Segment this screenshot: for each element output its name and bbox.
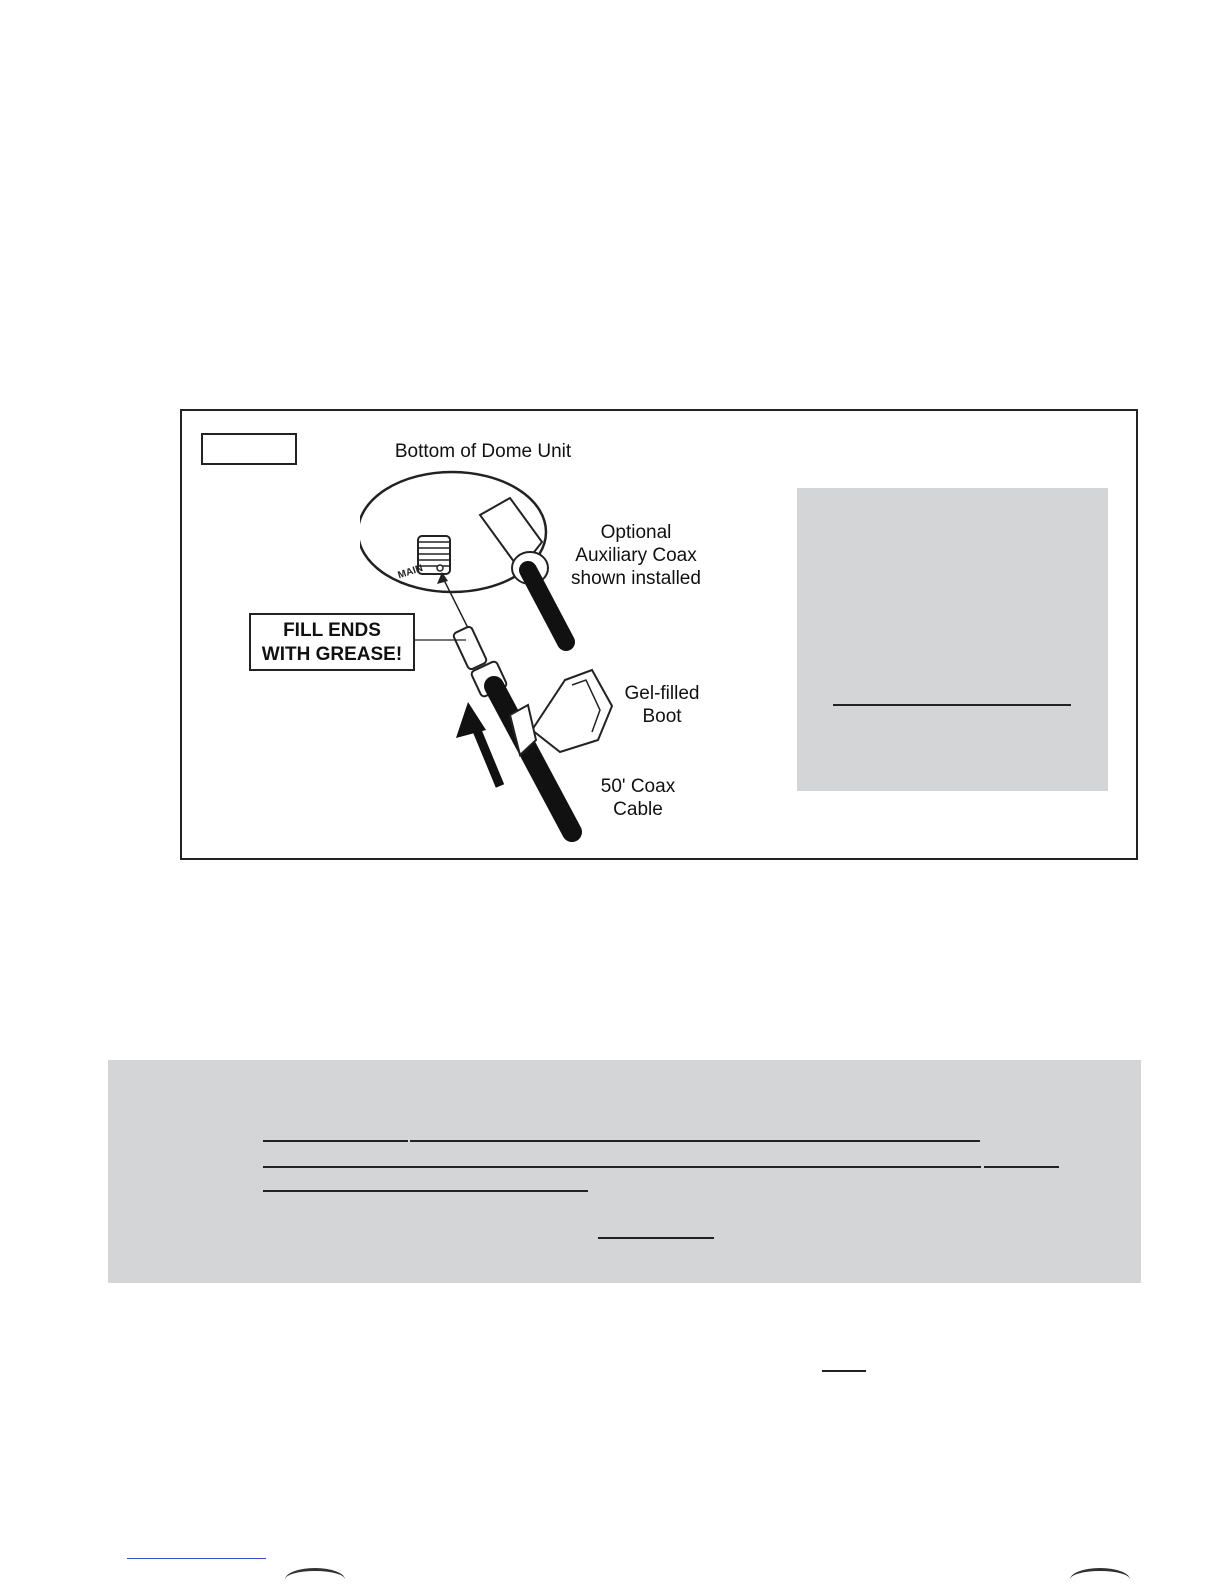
- push-direction-arrow: [456, 702, 500, 786]
- figure-note-box: [797, 488, 1108, 791]
- grease-callout-line2: WITH GREASE!: [261, 644, 403, 665]
- footer-curve-left: [285, 1568, 345, 1591]
- underline-1b: [410, 1140, 980, 1142]
- label-gel-boot-line2: Boot: [642, 706, 682, 727]
- label-aux-coax-line1: Optional: [600, 522, 672, 543]
- footer-curve-right: [1070, 1568, 1130, 1591]
- underline-2b: [984, 1166, 1059, 1168]
- label-aux-coax-line2: Auxiliary Coax: [575, 545, 697, 566]
- figure-number-box: [201, 433, 297, 465]
- underline-3: [263, 1190, 588, 1192]
- underline-1a: [263, 1140, 408, 1142]
- warning-panel: [108, 1060, 1141, 1283]
- label-gel-boot: [612, 682, 712, 728]
- grease-callout-line1: FILL ENDS: [283, 620, 381, 641]
- underline-4: [598, 1237, 714, 1239]
- label-dome-bottom: Bottom of Dome Unit: [394, 441, 572, 462]
- label-aux-coax-line3: shown installed: [571, 568, 701, 589]
- label-gel-boot-line1: Gel-filled: [624, 683, 700, 704]
- footer-link-underline[interactable]: [127, 1558, 266, 1559]
- underline-bottom: [822, 1370, 866, 1372]
- label-coax-cable-line1: 50' Coax: [600, 776, 676, 797]
- figure-note-underline: [833, 704, 1071, 706]
- underline-2a: [263, 1166, 981, 1168]
- label-coax-cable-line2: Cable: [613, 799, 663, 820]
- main-port-connector: [418, 536, 450, 574]
- main-port-label: MAIN: [396, 562, 425, 582]
- gel-filled-boot: [510, 670, 612, 755]
- grease-callout: [249, 613, 415, 671]
